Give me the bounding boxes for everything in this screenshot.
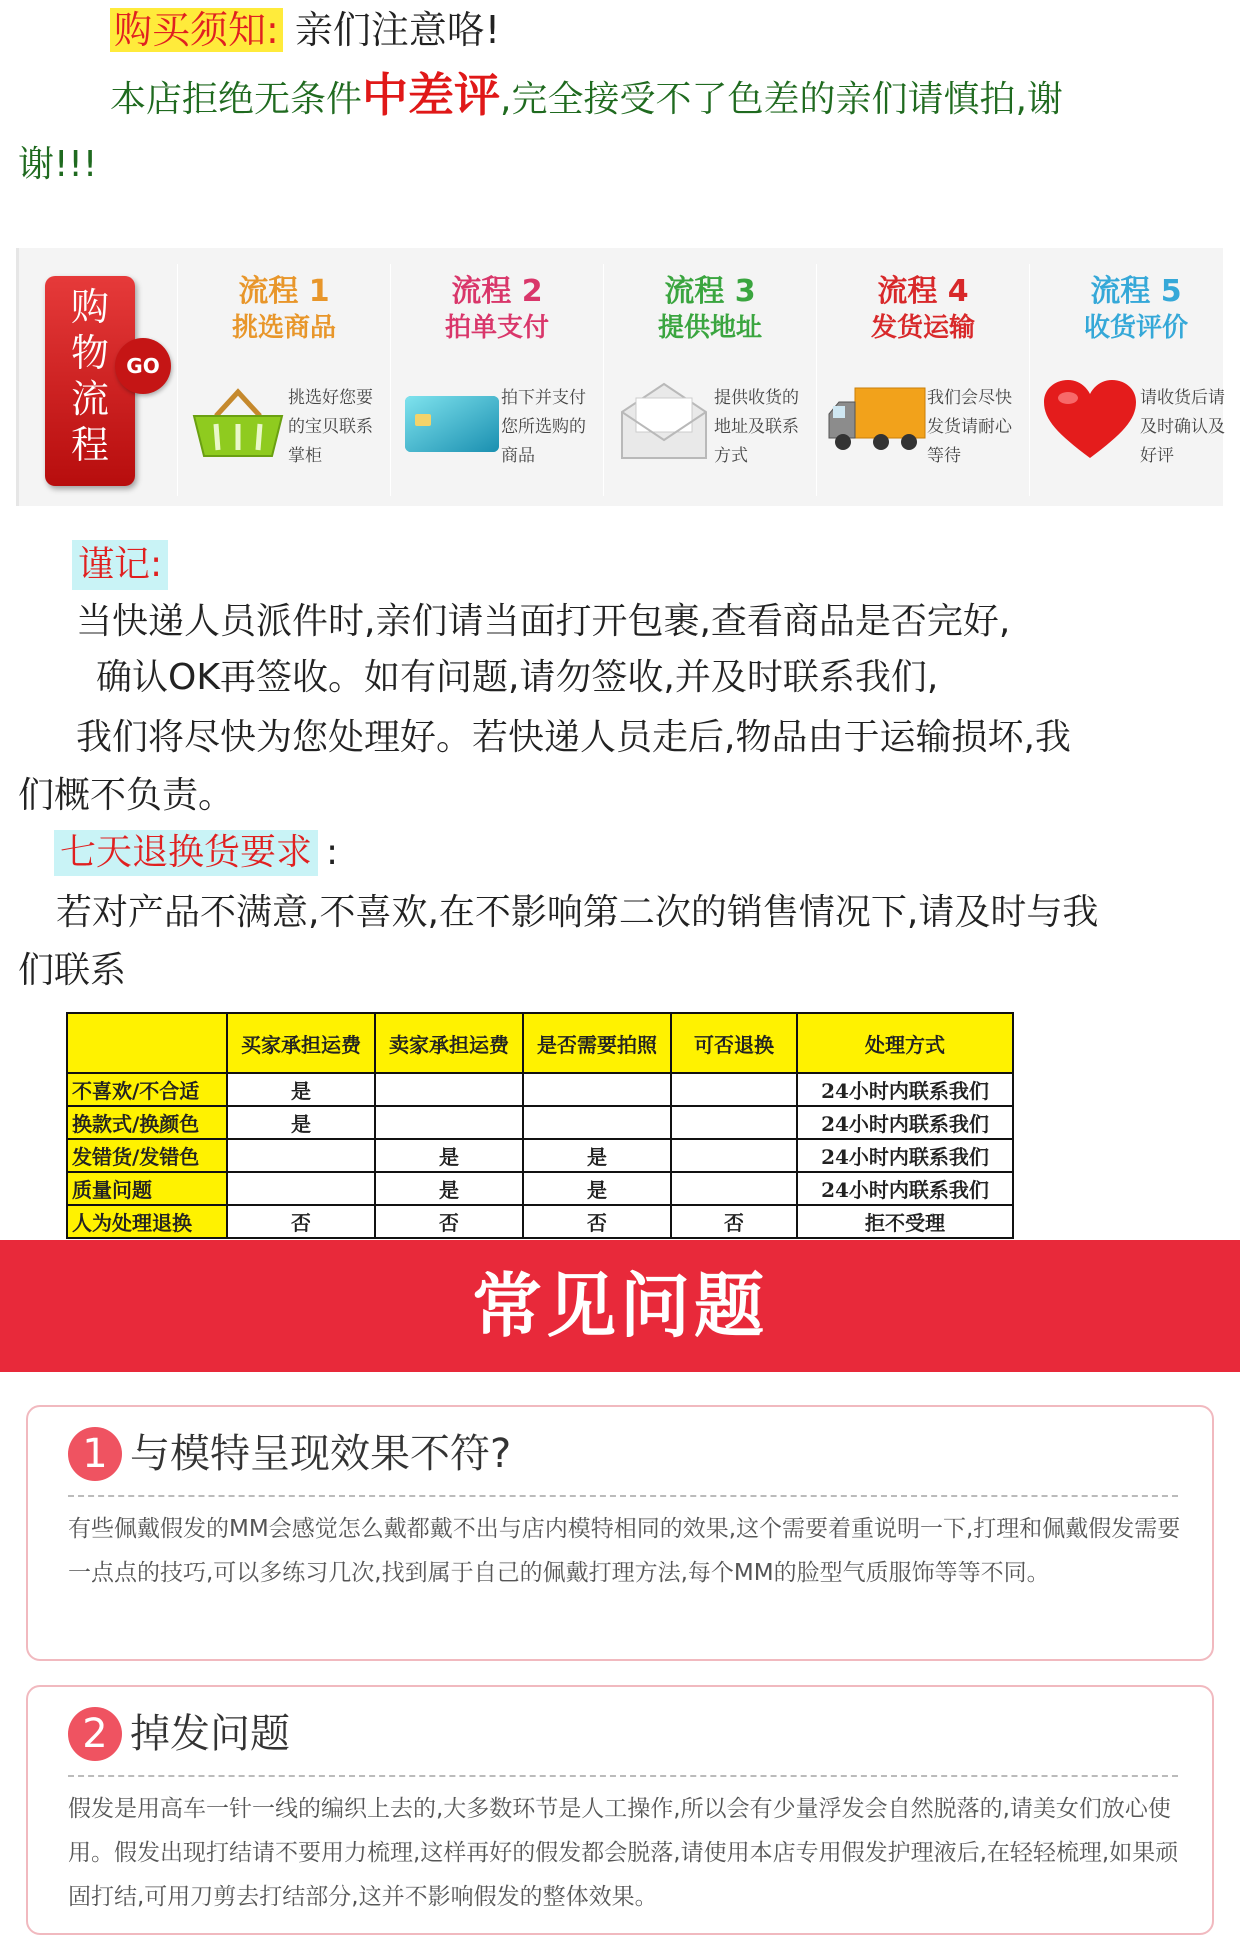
step-subtitle: 拍单支付 [444, 313, 549, 343]
process-label-char: 购 [70, 285, 109, 329]
remember-label: 谨记: [72, 540, 168, 590]
table-cell: 是 [375, 1172, 523, 1205]
table-cell: 是 [375, 1139, 523, 1172]
step-title: 流程 5 [1090, 274, 1182, 309]
table-cell: 24小时内联系我们 [797, 1073, 1013, 1106]
table-header-row [67, 1013, 1013, 1073]
table-row-label: 不喜欢/不合适 [67, 1073, 227, 1106]
table-cell [227, 1172, 375, 1205]
table-cell [227, 1139, 375, 1172]
step-subtitle: 收货评价 [1083, 313, 1188, 343]
table-row [67, 1205, 1013, 1238]
step-subtitle: 发货运输 [870, 313, 975, 343]
go-badge: GO [115, 338, 171, 394]
notice-emphasis: 中差评 [362, 68, 501, 122]
notice-line-cont: 谢!!! [18, 144, 98, 185]
notice-line-post: ,完全接受不了色差的亲们请慎拍,谢 [500, 79, 1063, 120]
step-subtitle: 提供地址 [657, 313, 762, 343]
return-policy-table [66, 1012, 1014, 1239]
table-cell [523, 1073, 671, 1106]
notice-line [110, 70, 1200, 125]
table-cell: 是 [523, 1139, 671, 1172]
table-header-cell: 买家承担运费 [227, 1013, 375, 1073]
remember-paragraph-2: 确认OK再签收。如有问题,请勿签收,并及时联系我们, [96, 657, 939, 698]
faq-number-badge: 1 [68, 1427, 122, 1481]
remember-paragraph-4: 们概不负责。 [18, 775, 235, 816]
returns-label: 七天退换货要求 [54, 830, 318, 876]
step-subtitle: 挑选商品 [231, 313, 336, 343]
table-cell [523, 1106, 671, 1139]
table-cell: 24小时内联系我们 [797, 1139, 1013, 1172]
table-cell: 24小时内联系我们 [797, 1172, 1013, 1205]
faq-answer: 有些佩戴假发的MM会感觉怎么戴都戴不出与店内模特相同的效果,这个需要着重说明一下,打理和佩戴假发需要一点点的技巧,可以多练习几次,找到属于自己的佩戴打理方法,每个MM的脸型气质服饰等等不同。 [68, 1516, 1181, 1586]
faq-question: 与模特呈现效果不符? [130, 1431, 512, 1477]
step-title: 流程 2 [451, 274, 543, 309]
table-cell: 24小时内联系我们 [797, 1106, 1013, 1139]
table-row [67, 1172, 1013, 1205]
process-label-char: 流 [70, 377, 109, 421]
table-header-cell: 卖家承担运费 [375, 1013, 523, 1073]
table-cell [671, 1172, 797, 1205]
step-title: 流程 1 [238, 274, 330, 309]
faq-card-1 [26, 1405, 1214, 1661]
step-description: 请收货后请及时确认及好评 [1140, 388, 1225, 466]
remember-paragraph-1: 当快递人员派件时,亲们请当面打开包裹,查看商品是否完好, [76, 601, 1011, 642]
table-row-label: 质量问题 [67, 1172, 227, 1205]
step-title: 流程 4 [877, 274, 969, 309]
envelope-icon [612, 374, 716, 464]
table-header-cell: 处理方式 [797, 1013, 1013, 1073]
divider [68, 1495, 1178, 1497]
table-cell: 是 [523, 1172, 671, 1205]
notice-tag: 购买须知: [110, 8, 283, 52]
card-icon [399, 374, 503, 464]
table-cell: 否 [375, 1205, 523, 1238]
table-row-label: 人为处理退换 [67, 1205, 227, 1238]
table-row [67, 1106, 1013, 1139]
faq-title: 常见问题 [472, 1265, 768, 1347]
table-cell [375, 1106, 523, 1139]
process-label-char: 物 [70, 331, 109, 375]
table-cell: 是 [227, 1073, 375, 1106]
truck-icon [825, 374, 929, 464]
basket-icon [186, 374, 290, 464]
faq-card-2 [26, 1685, 1214, 1935]
step-title: 流程 3 [664, 274, 756, 309]
table-cell [671, 1106, 797, 1139]
table-header-cell [67, 1013, 227, 1073]
table-cell: 是 [227, 1106, 375, 1139]
step-description: 挑选好您要的宝贝联系掌柜 [288, 388, 373, 466]
notice-greeting: 亲们注意咯! [294, 8, 501, 52]
step-description: 拍下并支付您所选购的商品 [501, 388, 586, 466]
heart-icon [1038, 374, 1142, 464]
returns-paragraph-2: 们联系 [18, 950, 127, 991]
table-row [67, 1073, 1013, 1106]
table-cell: 否 [671, 1205, 797, 1238]
step-description: 我们会尽快发货请耐心等待 [927, 388, 1012, 466]
process-step-1 [177, 264, 390, 496]
process-step-3 [603, 264, 816, 496]
table-header-cell: 是否需要拍照 [523, 1013, 671, 1073]
notice-line-pre: 本店拒绝无条件 [110, 79, 363, 120]
faq-banner [0, 1240, 1240, 1372]
returns-paragraph-1: 若对产品不满意,不喜欢,在不影响第二次的销售情况下,请及时与我 [56, 892, 1099, 933]
remember-paragraph-3: 我们将尽快为您处理好。若快递人员走后,物品由于运输损坏,我 [76, 717, 1071, 758]
notice-heading [110, 6, 500, 54]
table-cell: 否 [523, 1205, 671, 1238]
process-step-2 [390, 264, 603, 496]
faq-number-badge: 2 [68, 1707, 122, 1761]
step-description: 提供收货的地址及联系方式 [714, 388, 799, 466]
process-label-char: 程 [70, 423, 109, 467]
table-cell: 否 [227, 1205, 375, 1238]
table-cell [671, 1139, 797, 1172]
table-header-cell: 可否退换 [671, 1013, 797, 1073]
returns-colon: : [326, 832, 339, 873]
divider [68, 1775, 1178, 1777]
table-row-label: 换款式/换颜色 [67, 1106, 227, 1139]
table-row-label: 发错货/发错色 [67, 1139, 227, 1172]
table-cell [375, 1073, 523, 1106]
shopping-process-banner [16, 248, 1223, 506]
process-step-4 [816, 264, 1029, 496]
process-step-5 [1029, 264, 1240, 496]
faq-answer: 假发是用高车一针一线的编织上去的,大多数环节是人工操作,所以会有少量浮发会自然脱落的,请美女们放心使用。假发出现打结请不要用力梳理,这样再好的假发都会脱落,请使用本店专用假发护理液后,在轻轻梳理,如果顽固打结,可用刀剪去打结部分,这并不影响假发的整体效果。 [68, 1796, 1179, 1910]
faq-question: 掉发问题 [130, 1711, 290, 1757]
table-cell [671, 1073, 797, 1106]
table-row [67, 1139, 1013, 1172]
table-cell: 拒不受理 [797, 1205, 1013, 1238]
